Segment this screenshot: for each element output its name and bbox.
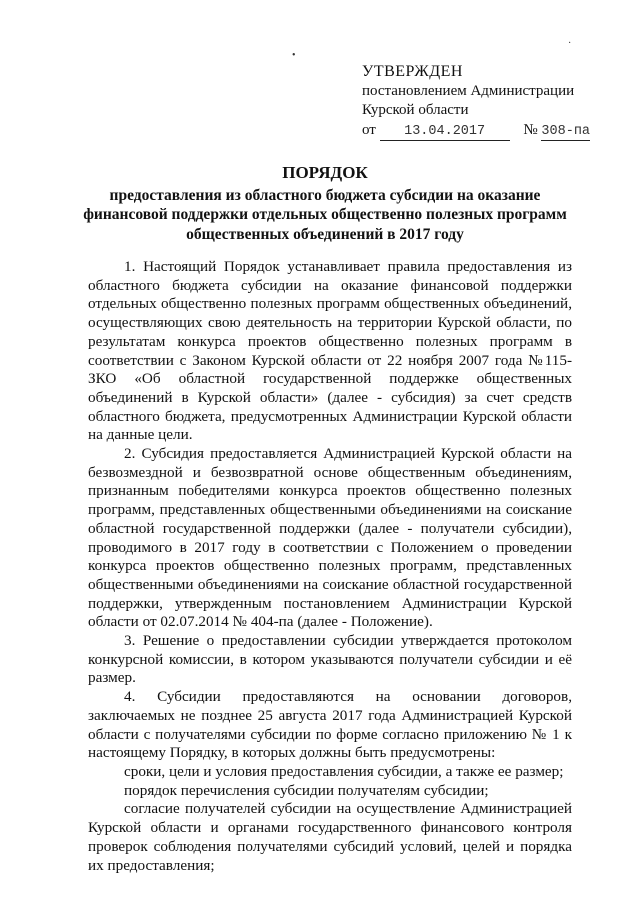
approval-date: 13.04.2017: [380, 124, 510, 141]
approval-number: 308-па: [541, 123, 591, 139]
paragraph-1: 1. Настоящий Порядок устанавливает правила предоставления из областного бюджета субсидии на оказание финансовой поддержки отдельных общественно полезных программ общественных объединений, осуществляющих свою деятельность на территории Курской области, по результатам конкурса проектов общественно полезных программ в соответствии с Законом Курской области от 22 ноября 2007 года №115-ЗКО «Об областной государственной поддержке общественных объединений в Курской области» (далее - субсидия) за счет средств областного бюджета, предусмотренных Администрации Курской области на данные цели.: [88, 258, 572, 444]
paragraph-4: 4. Субсидии предоставляются на основании договоров, заключаемых не позднее 25 августа 2017 года Администрацией Курской области с получателями субсидии по форме согласно приложению № 1 к настоящему Порядку, в которых должны быть предусмотрены:: [88, 688, 572, 762]
scan-speck: ·: [568, 38, 572, 49]
approval-line-2: Курской области: [362, 102, 469, 118]
approval-date-line: [362, 121, 602, 141]
document-body: [88, 258, 572, 875]
date-prefix: от: [362, 121, 376, 138]
title-line-2: финансовой поддержки отдельных общественно полезных программ: [83, 206, 567, 223]
title-main: ПОРЯДОК: [282, 163, 368, 182]
list-item-transfer: порядок перечисления субсидии получателям субсидии;: [124, 781, 489, 799]
scan-speck: •: [292, 50, 296, 61]
paragraph-3: 3. Решение о предоставлении субсидии утверждается протоколом конкурсной комиссии, в котором указываются получатели субсидии и её размер.: [88, 632, 572, 687]
approval-block: [362, 62, 602, 141]
title-line-3: общественных объединений в 2017 году: [186, 225, 464, 243]
list-item-consent: согласие получателей субсидии на осуществление Администрацией Курской области и органами государственного финансового контроля проверок соблюдения получателями субсидий условий, целей и порядка их предоставления;: [88, 800, 572, 874]
title-line-1: предоставления из областного бюджета субсидии на оказание: [109, 186, 541, 204]
approval-heading: УТВЕРЖДЕН: [362, 63, 463, 80]
approval-line-1: постановлением Администрации: [362, 82, 575, 99]
document-title: [80, 163, 570, 244]
number-prefix: №: [523, 121, 538, 138]
paragraph-2: 2. Субсидия предоставляется Администрацией Курской области на безвозмездной и безвозвратной основе общественным объединениям, признанным победителями конкурса проектов общественно полезных программ, представленных общественными объединениями на соискание областной государственной поддержки (далее - получатели субсидии), проводимого в 2017 году в соответствии с Положением о проведении конкурса проектов общественно полезных программ, представленных общественными объединениями на соискание областной государственной поддержки, утвержденным постановлением Администрации Курской области от 02.07.2014 № 404-па (далее - Положение).: [88, 445, 572, 631]
list-item-terms: сроки, цели и условия предоставления субсидии, а также ее размер;: [124, 762, 564, 780]
